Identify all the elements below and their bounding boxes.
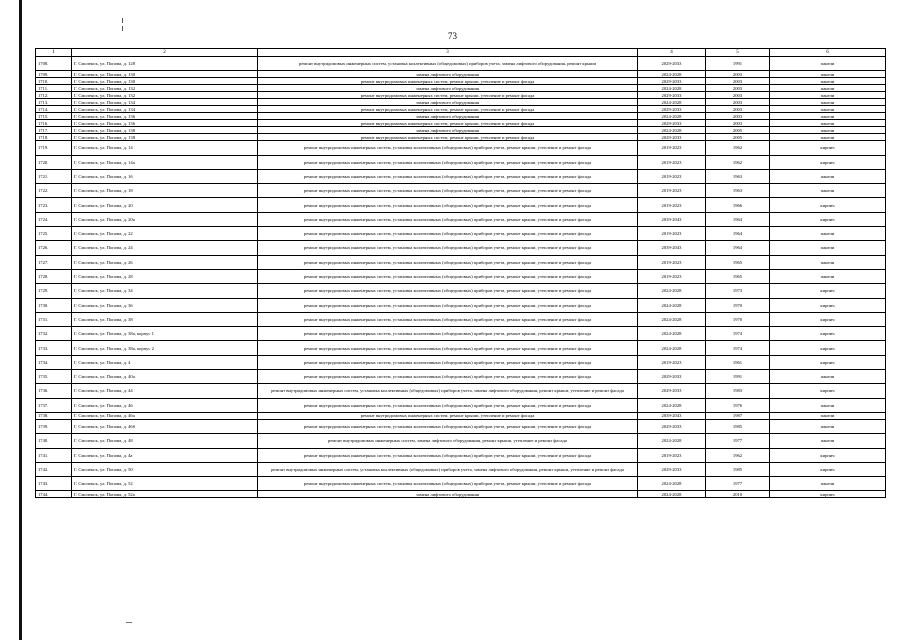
- year-cell: 1983: [706, 384, 770, 398]
- address-cell: Г. Смоленск, ул. Попова, д. 52: [72, 477, 258, 491]
- table-row: [36, 155, 886, 169]
- year-cell: 1970: [706, 298, 770, 312]
- wall-material-cell: кирпич: [770, 212, 886, 226]
- table-row: [36, 85, 886, 92]
- period-cell: 2024-2028: [638, 398, 706, 412]
- year-cell: 2003: [706, 78, 770, 85]
- wall-material-cell: кирпич: [770, 341, 886, 355]
- row-number: 1716.: [36, 120, 72, 127]
- period-cell: 2019-2023: [638, 169, 706, 183]
- period-cell: 2039-2043: [638, 412, 706, 419]
- period-cell: 2024-2028: [638, 312, 706, 326]
- row-number: 1711.: [36, 85, 72, 92]
- table-row: [36, 419, 886, 433]
- work-type-cell: ремонт внутридомовых инженерных систем, установка коллективных (общедомовых) приборов учета, ремонт крыши, утепление и ремонт фасада: [258, 477, 638, 491]
- wall-material-cell: кирпич: [770, 284, 886, 298]
- address-cell: Г. Смоленск, ул. Попова, д. 4: [72, 355, 258, 369]
- row-number: 1732.: [36, 327, 72, 341]
- work-type-cell: замена лифтового оборудования: [258, 85, 638, 92]
- work-type-cell: ремонт внутридомовых инженерных систем, установка коллективных (общедомовых) приборов учета, ремонт крыши, утепление и ремонт фасада: [258, 141, 638, 155]
- year-cell: 1965: [706, 255, 770, 269]
- table-row: [36, 355, 886, 369]
- wall-material-cell: кирпич: [770, 141, 886, 155]
- row-number: 1741.: [36, 448, 72, 462]
- address-cell: Г. Смоленск, ул. Попова, д. 16: [72, 169, 258, 183]
- table-row: [36, 370, 886, 384]
- work-type-cell: ремонт внутридомовых инженерных систем, ремонт крыши, утепление и ремонт фасада: [258, 120, 638, 127]
- page-number: 73: [448, 31, 457, 41]
- work-type-cell: ремонт внутридомовых инженерных систем, ремонт крыши, утепление и ремонт фасада: [258, 106, 638, 113]
- wall-material-cell: кирпич: [770, 355, 886, 369]
- period-cell: 2024-2028: [638, 477, 706, 491]
- row-number: 1737.: [36, 398, 72, 412]
- address-cell: Г. Смоленск, ул. Попова, д. 38а, корпус 1: [72, 327, 258, 341]
- header-col-6: 6: [770, 49, 886, 57]
- row-number: 1726.: [36, 241, 72, 255]
- wall-material-cell: кирпич: [770, 155, 886, 169]
- period-cell: 2029-2033: [638, 134, 706, 141]
- wall-material-cell: панели: [770, 477, 886, 491]
- year-cell: 1985: [706, 419, 770, 433]
- year-cell: 1963: [706, 184, 770, 198]
- wall-material-cell: кирпич: [770, 198, 886, 212]
- row-number: 1712.: [36, 92, 72, 99]
- table-row: [36, 212, 886, 226]
- year-cell: 1973: [706, 284, 770, 298]
- wall-material-cell: панели: [770, 78, 886, 85]
- work-type-cell: ремонт внутридомовых инженерных систем, установка коллективных (общедомовых) приборов учета, ремонт крыши, утепление и ремонт фасада: [258, 227, 638, 241]
- work-type-cell: ремонт внутридомовых инженерных систем, ремонт крыши, утепление и ремонт фасада: [258, 412, 638, 419]
- wall-material-cell: панели: [770, 120, 886, 127]
- wall-material-cell: панели: [770, 92, 886, 99]
- period-cell: 2019-2023: [638, 155, 706, 169]
- year-cell: 1962: [706, 155, 770, 169]
- work-type-cell: ремонт внутридомовых инженерных систем, установка коллективных (общедомовых) приборов учета, ремонт крыши, утепление и ремонт фасада: [258, 284, 638, 298]
- address-cell: Г. Смоленск, ул. Попова, д. 28: [72, 269, 258, 283]
- row-number: 1734.: [36, 355, 72, 369]
- address-cell: Г. Смоленск, ул. Попова, д. 36: [72, 298, 258, 312]
- row-number: 1733.: [36, 341, 72, 355]
- address-cell: Г. Смоленск, ул. Попова, д. 46: [72, 398, 258, 412]
- table-row: [36, 198, 886, 212]
- row-number: 1708.: [36, 57, 72, 71]
- table-row: [36, 57, 886, 71]
- work-type-cell: ремонт внутридомовых инженерных систем, установка коллективных (общедомовых) приборов учета, ремонт крыши, утепление и ремонт фасада: [258, 312, 638, 326]
- table-row: [36, 134, 886, 141]
- row-number: 1723.: [36, 198, 72, 212]
- period-cell: 2019-2023: [638, 184, 706, 198]
- year-cell: 1991: [706, 57, 770, 71]
- work-type-cell: ремонт внутридомовых инженерных систем, установка коллективных (общедомовых) приборов учета, замена лифтового оборудования, ремонт крыши, утепление и ремонт фасада: [258, 462, 638, 476]
- work-type-cell: замена лифтового оборудования: [258, 127, 638, 134]
- year-cell: 1961: [706, 355, 770, 369]
- period-cell: 2019-2023: [638, 355, 706, 369]
- period-cell: 2029-2033: [638, 419, 706, 433]
- wall-material-cell: панели: [770, 398, 886, 412]
- year-cell: 1987: [706, 412, 770, 419]
- address-cell: Г. Смоленск, ул. Попова, д. 24: [72, 241, 258, 255]
- work-type-cell: ремонт внутридомовых инженерных систем, замена лифтового оборудования, ремонт крыши, утепление и ремонт фасада: [258, 434, 638, 448]
- period-cell: 2019-2023: [638, 227, 706, 241]
- work-type-cell: ремонт внутридомовых инженерных систем, установка коллективных (общедомовых) приборов учета, ремонт крыши, утепление и ремонт фасада: [258, 370, 638, 384]
- table-row: [36, 120, 886, 127]
- year-cell: 2003: [706, 113, 770, 120]
- wall-material-cell: кирпич: [770, 312, 886, 326]
- wall-material-cell: панели: [770, 85, 886, 92]
- work-type-cell: замена лифтового оборудования: [258, 491, 638, 498]
- address-cell: Г. Смоленск, ул. Попова, д. 38а, корпус 2: [72, 341, 258, 355]
- row-number: 1710.: [36, 78, 72, 85]
- table-row: [36, 434, 886, 448]
- row-number: 1731.: [36, 312, 72, 326]
- table-row: [36, 462, 886, 476]
- address-cell: Г. Смоленск, ул. Попова, д. 50: [72, 462, 258, 476]
- year-cell: 1976: [706, 398, 770, 412]
- year-cell: 1962: [706, 448, 770, 462]
- period-cell: 2019-2023: [638, 141, 706, 155]
- address-cell: Г. Смоленск, ул. Попова, д. 134: [72, 106, 258, 113]
- row-number: 1742.: [36, 462, 72, 476]
- work-type-cell: ремонт внутридомовых инженерных систем, установка коллективных (общедомовых) приборов учета, ремонт крыши, утепление и ремонт фасада: [258, 241, 638, 255]
- year-cell: 1963: [706, 169, 770, 183]
- table-row: [36, 255, 886, 269]
- wall-material-cell: панели: [770, 99, 886, 106]
- year-cell: 2003: [706, 85, 770, 92]
- work-type-cell: ремонт внутридомовых инженерных систем, установка коллективных (общедомовых) приборов учета, ремонт крыши, утепление и ремонт фасада: [258, 327, 638, 341]
- year-cell: 2003: [706, 92, 770, 99]
- work-type-cell: замена лифтового оборудования: [258, 71, 638, 78]
- work-type-cell: ремонт внутридомовых инженерных систем, установка коллективных (общедомовых) приборов учета, ремонт крыши, утепление и ремонт фасада: [258, 169, 638, 183]
- table-row: [36, 312, 886, 326]
- work-type-cell: ремонт внутридомовых инженерных систем, ремонт крыши, утепление и ремонт фасада: [258, 78, 638, 85]
- wall-material-cell: панели: [770, 169, 886, 183]
- work-type-cell: ремонт внутридомовых инженерных систем, установка коллективных (общедомовых) приборов учета, ремонт крыши, утепление и ремонт фасада: [258, 448, 638, 462]
- work-type-cell: ремонт внутридомовых инженерных систем, установка коллективных (общедомовых) приборов учета, ремонт крыши, утепление и ремонт фасада: [258, 269, 638, 283]
- period-cell: 2019-2023: [638, 448, 706, 462]
- address-cell: Г. Смоленск, ул. Попова, д. 132: [72, 85, 258, 92]
- address-cell: Г. Смоленск, ул. Попова, д. 26: [72, 255, 258, 269]
- period-cell: 2024-2028: [638, 341, 706, 355]
- work-type-cell: ремонт внутридомовых инженерных систем, установка коллективных (общедомовых) приборов учета, ремонт крыши, утепление и ремонт фасада: [258, 212, 638, 226]
- wall-material-cell: панели: [770, 134, 886, 141]
- table-row: [36, 169, 886, 183]
- period-cell: 2029-2033: [638, 106, 706, 113]
- year-cell: 2010: [706, 491, 770, 498]
- year-cell: 1964: [706, 212, 770, 226]
- work-type-cell: ремонт внутридомовых инженерных систем, установка коллективных (общедомовых) приборов учета, ремонт крыши, утепление и ремонт фасада: [258, 198, 638, 212]
- wall-material-cell: панели: [770, 241, 886, 255]
- period-cell: 2024-2028: [638, 298, 706, 312]
- wall-material-cell: панели: [770, 184, 886, 198]
- year-cell: 1970: [706, 312, 770, 326]
- work-type-cell: ремонт внутридомовых инженерных систем, установка коллективных (общедомовых) приборов учета, замена лифтового оборудования, ремонт крыши: [258, 57, 638, 71]
- work-type-cell: ремонт внутридомовых инженерных систем, ремонт крыши, утепление и ремонт фасада: [258, 134, 638, 141]
- address-cell: Г. Смоленск, ул. Попова, д. 52а: [72, 491, 258, 498]
- wall-material-cell: панели: [770, 269, 886, 283]
- address-cell: Г. Смоленск, ул. Попова, д. 40а: [72, 370, 258, 384]
- period-cell: 2024-2028: [638, 71, 706, 78]
- row-number: 1736.: [36, 384, 72, 398]
- wall-material-cell: кирпич: [770, 462, 886, 476]
- work-type-cell: ремонт внутридомовых инженерных систем, установка коллективных (общедомовых) приборов учета, ремонт крыши, утепление и ремонт фасада: [258, 255, 638, 269]
- work-type-cell: ремонт внутридомовых инженерных систем, установка коллективных (общедомовых) приборов учета, ремонт крыши, утепление и ремонт фасада: [258, 184, 638, 198]
- table-row: [36, 127, 886, 134]
- row-number: 1730.: [36, 298, 72, 312]
- period-cell: 2024-2028: [638, 284, 706, 298]
- address-cell: Г. Смоленск, ул. Попова, д. 136: [72, 120, 258, 127]
- row-number: 1715.: [36, 113, 72, 120]
- work-type-cell: ремонт внутридомовых инженерных систем, установка коллективных (общедомовых) приборов учета, ремонт крыши, утепление и ремонт фасада: [258, 155, 638, 169]
- address-cell: Г. Смоленск, ул. Попова, д. 46а: [72, 412, 258, 419]
- period-cell: 2039-2043: [638, 212, 706, 226]
- row-number: 1729.: [36, 284, 72, 298]
- year-cell: 1962: [706, 141, 770, 155]
- table-row: [36, 269, 886, 283]
- table-row: [36, 398, 886, 412]
- row-number: 1719.: [36, 141, 72, 155]
- header-col-3: 3: [258, 49, 638, 57]
- address-cell: Г. Смоленск, ул. Попова, д. 14а: [72, 155, 258, 169]
- table-row: [36, 106, 886, 113]
- year-cell: 2005: [706, 134, 770, 141]
- address-cell: Г. Смоленск, ул. Попова, д. 38: [72, 312, 258, 326]
- period-cell: 2024-2028: [638, 127, 706, 134]
- address-cell: Г. Смоленск, ул. Попова, д. 138: [72, 134, 258, 141]
- row-number: 1738.: [36, 412, 72, 419]
- wall-material-cell: панели: [770, 106, 886, 113]
- register-table: [35, 48, 886, 498]
- table-row: [36, 448, 886, 462]
- year-cell: 2003: [706, 106, 770, 113]
- wall-material-cell: кирпич: [770, 448, 886, 462]
- table-row: [36, 141, 886, 155]
- table-row: [36, 113, 886, 120]
- wall-material-cell: панели: [770, 227, 886, 241]
- row-number: 1740.: [36, 434, 72, 448]
- row-number: 1724.: [36, 212, 72, 226]
- row-number: 1722.: [36, 184, 72, 198]
- table-row: [36, 99, 886, 106]
- work-type-cell: замена лифтового оборудования: [258, 113, 638, 120]
- address-cell: Г. Смоленск, ул. Попова, д. 4а: [72, 448, 258, 462]
- year-cell: 2003: [706, 71, 770, 78]
- wall-material-cell: панели: [770, 113, 886, 120]
- table-row: [36, 477, 886, 491]
- address-cell: Г. Смоленск, ул. Попова, д. 130: [72, 71, 258, 78]
- header-col-1: 1: [36, 49, 72, 57]
- period-cell: 2029-2033: [638, 384, 706, 398]
- year-cell: 1991: [706, 370, 770, 384]
- period-cell: 2029-2033: [638, 92, 706, 99]
- table-row: [36, 298, 886, 312]
- address-cell: Г. Смоленск, ул. Попова, д. 132: [72, 92, 258, 99]
- address-cell: Г. Смоленск, ул. Попова, д. 22: [72, 227, 258, 241]
- row-number: 1727.: [36, 255, 72, 269]
- wall-material-cell: кирпич: [770, 327, 886, 341]
- year-cell: 1966: [706, 198, 770, 212]
- wall-material-cell: кирпич: [770, 491, 886, 498]
- row-number: 1713.: [36, 99, 72, 106]
- row-number: 1725.: [36, 227, 72, 241]
- table-row: [36, 71, 886, 78]
- year-cell: 1977: [706, 434, 770, 448]
- wall-material-cell: кирпич: [770, 384, 886, 398]
- period-cell: 2024-2028: [638, 434, 706, 448]
- header-col-5: 5: [706, 49, 770, 57]
- row-number: 1728.: [36, 269, 72, 283]
- table-row: [36, 92, 886, 99]
- table-row: [36, 284, 886, 298]
- address-cell: Г. Смоленск, ул. Попова, д. 20а: [72, 212, 258, 226]
- table-body: [36, 57, 886, 498]
- row-number: 1714.: [36, 106, 72, 113]
- wall-material-cell: панели: [770, 255, 886, 269]
- table-row: [36, 341, 886, 355]
- year-cell: 2003: [706, 120, 770, 127]
- period-cell: 2029-2033: [638, 57, 706, 71]
- address-cell: Г. Смоленск, ул. Попова, д. 48: [72, 434, 258, 448]
- year-cell: 1965: [706, 269, 770, 283]
- work-type-cell: ремонт внутридомовых инженерных систем, установка коллективных (общедомовых) приборов учета, ремонт крыши, утепление и ремонт фасада: [258, 298, 638, 312]
- address-cell: Г. Смоленск, ул. Попова, д. 18: [72, 184, 258, 198]
- work-type-cell: ремонт внутридомовых инженерных систем, ремонт крыши, утепление и ремонт фасада: [258, 92, 638, 99]
- period-cell: 2029-2033: [638, 370, 706, 384]
- address-cell: Г. Смоленск, ул. Попова, д. 34: [72, 284, 258, 298]
- row-number: 1721.: [36, 169, 72, 183]
- period-cell: 2029-2033: [638, 462, 706, 476]
- work-type-cell: ремонт внутридомовых инженерных систем, установка коллективных (общедомовых) приборов учета, ремонт крыши, утепление и ремонт фасада: [258, 341, 638, 355]
- year-cell: 1985: [706, 462, 770, 476]
- wall-material-cell: панели: [770, 434, 886, 448]
- address-cell: Г. Смоленск, ул. Попова, д. 14: [72, 141, 258, 155]
- row-number: 1743.: [36, 477, 72, 491]
- table-row: [36, 78, 886, 85]
- work-type-cell: ремонт внутридомовых инженерных систем, установка коллективных (общедомовых) приборов учета, ремонт крыши, утепление и ремонт фасада: [258, 355, 638, 369]
- period-cell: 2024-2028: [638, 99, 706, 106]
- header-col-2: 2: [72, 49, 258, 57]
- wall-material-cell: панели: [770, 71, 886, 78]
- work-type-cell: замена лифтового оборудования: [258, 99, 638, 106]
- row-number: 1735.: [36, 370, 72, 384]
- wall-material-cell: панели: [770, 370, 886, 384]
- header-row: [36, 49, 886, 57]
- row-number: 1718.: [36, 134, 72, 141]
- table-row: [36, 227, 886, 241]
- address-cell: Г. Смоленск, ул. Попова, д. 138: [72, 127, 258, 134]
- row-number: 1717.: [36, 127, 72, 134]
- wall-material-cell: панели: [770, 57, 886, 71]
- row-number: 1720.: [36, 155, 72, 169]
- period-cell: 2019-2023: [638, 269, 706, 283]
- address-cell: Г. Смоленск, ул. Попова, д. 136: [72, 113, 258, 120]
- year-cell: 2005: [706, 127, 770, 134]
- year-cell: 1964: [706, 241, 770, 255]
- address-cell: Г. Смоленск, ул. Попова, д. 20: [72, 198, 258, 212]
- address-cell: Г. Смоленск, ул. Попова, д. 44: [72, 384, 258, 398]
- address-cell: Г. Смоленск, ул. Попова, д. 130: [72, 78, 258, 85]
- year-cell: 2003: [706, 99, 770, 106]
- period-cell: 2019-2023: [638, 198, 706, 212]
- year-cell: 1977: [706, 477, 770, 491]
- table-row: [36, 327, 886, 341]
- margin-dash: [126, 622, 132, 623]
- period-cell: 2024-2028: [638, 113, 706, 120]
- table-row: [36, 384, 886, 398]
- work-type-cell: ремонт внутридомовых инженерных систем, установка коллективных (общедомовых) приборов учета, ремонт крыши, утепление и ремонт фасада: [258, 419, 638, 433]
- page-edge-bar: [19, 0, 22, 640]
- period-cell: 2019-2023: [638, 255, 706, 269]
- header-col-4: 4: [638, 49, 706, 57]
- wall-material-cell: кирпич: [770, 298, 886, 312]
- row-number: 1709.: [36, 71, 72, 78]
- address-cell: Г. Смоленск, ул. Попова, д. 128: [72, 57, 258, 71]
- row-number: 1744.: [36, 491, 72, 498]
- year-cell: 1974: [706, 327, 770, 341]
- period-cell: 2029-2033: [638, 120, 706, 127]
- period-cell: 2029-2033: [638, 78, 706, 85]
- table-row: [36, 241, 886, 255]
- row-number: 1739.: [36, 419, 72, 433]
- work-type-cell: ремонт внутридомовых инженерных систем, установка коллективных (общедомовых) приборов учета, замена лифтового оборудования, ремонт крыши, утепление и ремонт фасада: [258, 384, 638, 398]
- period-cell: 2024-2028: [638, 327, 706, 341]
- period-cell: 2024-2028: [638, 491, 706, 498]
- address-cell: Г. Смоленск, ул. Попова, д. 134: [72, 99, 258, 106]
- table-row: [36, 491, 886, 498]
- address-cell: Г. Смоленск, ул. Попова, д. 46б: [72, 419, 258, 433]
- wall-material-cell: панели: [770, 412, 886, 419]
- table-row: [36, 412, 886, 419]
- year-cell: 1964: [706, 227, 770, 241]
- wall-material-cell: панели: [770, 419, 886, 433]
- period-cell: 2024-2028: [638, 85, 706, 92]
- table-row: [36, 184, 886, 198]
- work-type-cell: ремонт внутридомовых инженерных систем, установка коллективных (общедомовых) приборов учета, ремонт крыши, утепление и ремонт фасада: [258, 398, 638, 412]
- margin-dash: [122, 18, 123, 23]
- period-cell: 2039-2043: [638, 241, 706, 255]
- year-cell: 1974: [706, 341, 770, 355]
- wall-material-cell: панели: [770, 127, 886, 134]
